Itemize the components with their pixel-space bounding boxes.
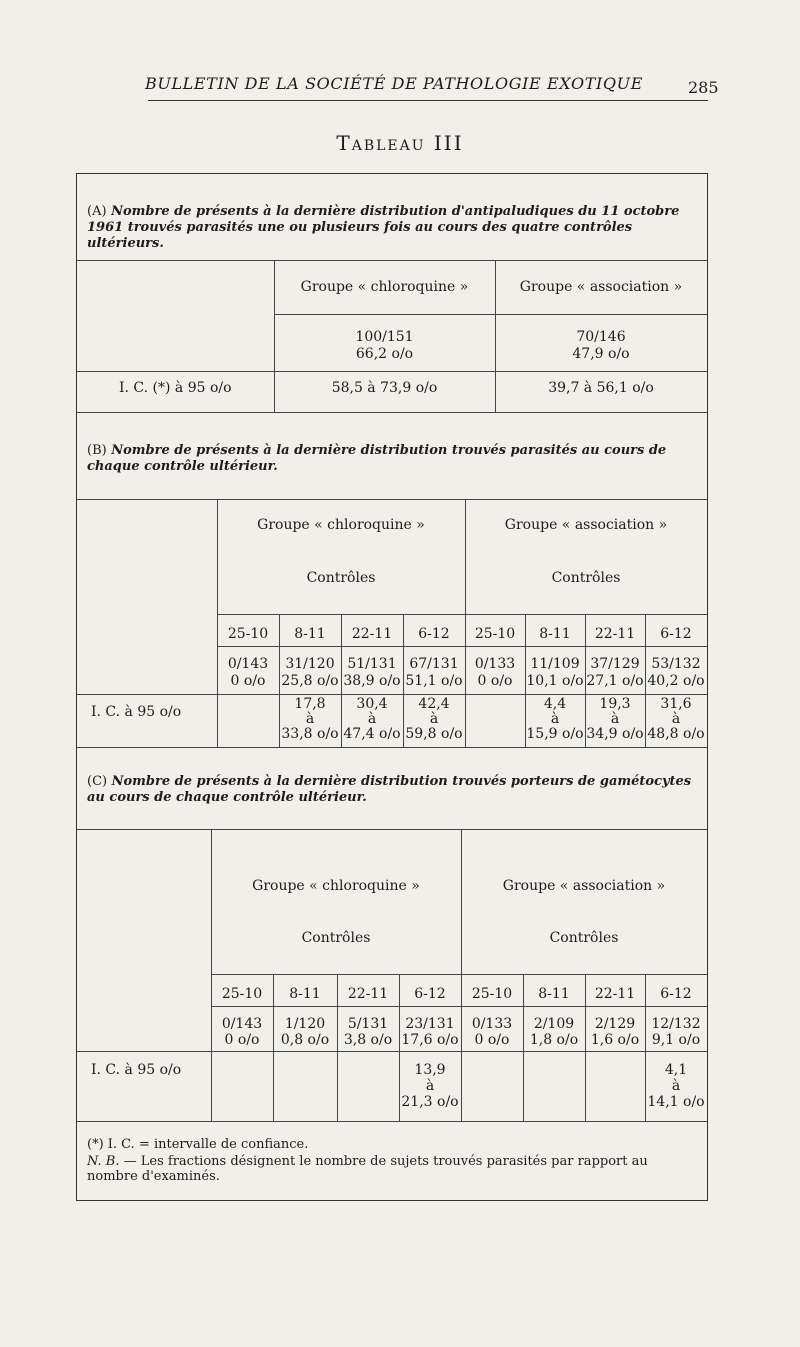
section-c-ic-label: I. C. à 95 o/o	[91, 1062, 182, 1078]
section-c-date-cell: 8-11	[538, 986, 570, 1002]
header-rule	[148, 100, 708, 101]
rule	[77, 747, 707, 748]
section-a-chloroquine-fraction: 100/151	[355, 329, 414, 345]
section-b-fraction-cell: 0/133	[474, 656, 516, 672]
section-b-fraction-cell: 31/120	[285, 656, 335, 672]
rule	[211, 974, 707, 975]
section-a-label: (A)	[87, 204, 107, 219]
section-a-ic-label: I. C. (*) à 95 o/o	[119, 380, 232, 396]
rule	[77, 829, 707, 830]
section-c-date-cell: 8-11	[289, 986, 321, 1002]
section-b-ic-high-cell: 33,8 o/o	[281, 726, 339, 742]
section-c-percent-cell: 1,8 o/o	[529, 1032, 579, 1048]
section-a-col-association: Groupe « association »	[519, 279, 683, 295]
section-c-date-cell: 25-10	[471, 986, 513, 1002]
section-c-association-ic-high: 14,1 o/o	[647, 1094, 705, 1110]
section-c-chloroquine-ic-low: 13,9	[414, 1062, 446, 1078]
section-c-percent-cell: 9,1 o/o	[651, 1032, 701, 1048]
rule	[77, 1051, 707, 1052]
section-b-percent-cell: 51,1 o/o	[405, 673, 463, 689]
section-c-fraction-cell: 12/132	[651, 1016, 701, 1032]
section-b-label: (B)	[87, 443, 107, 458]
section-b-date-cell: 8-11	[294, 626, 326, 642]
rule	[274, 314, 707, 315]
section-c-fraction-cell: 23/131	[405, 1016, 455, 1032]
section-b-date-cell: 6-12	[660, 626, 692, 642]
section-a-association-fraction: 70/146	[576, 329, 626, 345]
section-b-percent-cell: 27,1 o/o	[586, 673, 644, 689]
section-c-fraction-cell: 2/129	[594, 1016, 636, 1032]
section-c-association-ic-a: à	[671, 1078, 681, 1094]
section-b-percent-cell: 38,9 o/o	[343, 673, 401, 689]
section-b-date-cell: 8-11	[539, 626, 571, 642]
section-b-ic-high-cell: 34,9 o/o	[586, 726, 644, 742]
section-c-fraction-cell: 5/131	[347, 1016, 389, 1032]
section-c-date-cell: 6-12	[660, 986, 692, 1002]
section-b-fraction-cell: 0/143	[227, 656, 269, 672]
section-b-caption	[87, 443, 697, 475]
section-c-association-ic-low: 4,1	[664, 1062, 688, 1078]
footnote-nb-text: — Les fractions désignent le nombre de sujets trouvés parasités par rapport au nombre d'examinés.	[87, 1154, 648, 1184]
section-a-association-ic: 39,7 à 56,1 o/o	[548, 380, 654, 396]
section-b-ic-high-cell: 15,9 o/o	[526, 726, 584, 742]
section-b-group-chloroquine: Groupe « chloroquine »	[257, 517, 425, 533]
rule	[211, 1006, 707, 1007]
section-b-fraction-cell: 67/131	[409, 656, 459, 672]
section-b-date-cell: 22-11	[594, 626, 636, 642]
section-b-ic-high-cell: 47,4 o/o	[343, 726, 401, 742]
section-c-percent-cell: 1,6 o/o	[590, 1032, 640, 1048]
rule	[77, 371, 707, 372]
rule	[217, 614, 707, 615]
journal-header: BULLETIN DE LA SOCIÉTÉ DE PATHOLOGIE EXOTIQUE	[145, 74, 643, 93]
rule	[211, 829, 212, 1121]
section-c-fraction-cell: 0/133	[471, 1016, 513, 1032]
footnote-nb-label: N. B.	[87, 1154, 120, 1169]
section-b-fraction-cell: 53/132	[651, 656, 701, 672]
section-c-controles-association: Contrôles	[549, 930, 619, 946]
section-b-group-association: Groupe « association »	[504, 517, 668, 533]
section-b-ic-low-cell: 19,3	[599, 696, 631, 712]
section-b-percent-cell: 25,8 o/o	[281, 673, 339, 689]
section-c-percent-cell: 3,8 o/o	[343, 1032, 393, 1048]
section-c-fraction-cell: 1/120	[284, 1016, 326, 1032]
section-c-percent-cell: 0 o/o	[474, 1032, 510, 1048]
section-b-percent-cell: 0 o/o	[230, 673, 266, 689]
section-b-controles-association: Contrôles	[551, 570, 621, 586]
section-b-text: Nombre de présents à la dernière distribution trouvés parasités au cours de chaque contrôle ultérieur.	[87, 443, 667, 474]
section-c-date-cell: 22-11	[594, 986, 636, 1002]
rule	[77, 694, 707, 695]
section-b-ic-low-cell: 30,4	[356, 696, 388, 712]
section-b-ic-low-cell: 42,4	[418, 696, 450, 712]
section-c-date-cell: 6-12	[414, 986, 446, 1002]
section-c-date-cell: 22-11	[347, 986, 389, 1002]
section-c-controles-chloroquine: Contrôles	[301, 930, 371, 946]
footnote-ic: (*) I. C. = intervalle de confiance.	[87, 1137, 309, 1152]
section-b-percent-cell: 10,1 o/o	[526, 673, 584, 689]
section-b-ic-low-cell: 31,6	[660, 696, 692, 712]
section-a-col-chloroquine: Groupe « chloroquine »	[300, 279, 469, 295]
section-b-fraction-cell: 51/131	[347, 656, 397, 672]
rule	[77, 260, 707, 261]
rule	[465, 499, 466, 747]
section-b-date-cell: 6-12	[418, 626, 450, 642]
page-number: 285	[688, 78, 719, 97]
section-a-caption	[87, 204, 697, 252]
section-b-ic-a-cell: à	[610, 711, 620, 727]
section-b-ic-a-cell: à	[429, 711, 439, 727]
section-b-date-cell: 25-10	[474, 626, 516, 642]
section-c-fraction-cell: 2/109	[533, 1016, 575, 1032]
section-b-percent-cell: 40,2 o/o	[647, 673, 705, 689]
rule	[461, 829, 462, 1121]
section-b-date-cell: 22-11	[351, 626, 393, 642]
section-b-percent-cell: 0 o/o	[477, 673, 513, 689]
table-frame	[76, 173, 708, 1201]
section-c-chloroquine-ic-a: à	[425, 1078, 435, 1094]
section-c-percent-cell: 0 o/o	[224, 1032, 260, 1048]
section-a-chloroquine-ic: 58,5 à 73,9 o/o	[331, 380, 438, 396]
footnote-nb	[87, 1154, 695, 1184]
section-b-controles-chloroquine: Contrôles	[306, 570, 376, 586]
section-a-chloroquine-percent: 66,2 o/o	[355, 346, 414, 362]
section-c-fraction-cell: 0/143	[221, 1016, 263, 1032]
section-b-ic-low-cell: 4,4	[543, 696, 567, 712]
rule	[77, 499, 707, 500]
section-a-text: Nombre de présents à la dernière distribution d'antipaludiques du 11 octobre 1961 trouvés parasités une ou plusieurs fois au cours des quatre contrôles ultérieurs.	[87, 204, 680, 251]
section-b-ic-label: I. C. à 95 o/o	[91, 704, 182, 720]
section-b-fraction-cell: 11/109	[530, 656, 580, 672]
section-c-caption	[87, 774, 697, 806]
section-b-fraction-cell: 37/129	[590, 656, 640, 672]
section-c-group-chloroquine: Groupe « chloroquine »	[252, 878, 420, 894]
rule	[217, 499, 218, 747]
section-a-association-percent: 47,9 o/o	[572, 346, 630, 362]
section-b-ic-a-cell: à	[671, 711, 681, 727]
section-c-group-association: Groupe « association »	[502, 878, 666, 894]
section-c-chloroquine-ic-high: 21,3 o/o	[401, 1094, 459, 1110]
table-title: Tableau III	[336, 131, 464, 155]
section-c-label: (C)	[87, 774, 108, 789]
section-c-percent-cell: 0,8 o/o	[280, 1032, 330, 1048]
rule	[217, 646, 707, 647]
section-c-date-cell: 25-10	[221, 986, 263, 1002]
section-b-ic-high-cell: 59,8 o/o	[405, 726, 463, 742]
section-b-ic-a-cell: à	[367, 711, 377, 727]
rule	[77, 412, 707, 413]
section-b-ic-low-cell: 17,8	[294, 696, 326, 712]
section-b-ic-a-cell: à	[550, 711, 560, 727]
section-c-text: Nombre de présents à la dernière distribution trouvés porteurs de gamétocytes au cours de chaque contrôle ultérieur.	[87, 774, 692, 805]
rule	[77, 1121, 707, 1122]
section-b-date-cell: 25-10	[227, 626, 269, 642]
section-b-ic-high-cell: 48,8 o/o	[647, 726, 705, 742]
section-c-percent-cell: 17,6 o/o	[401, 1032, 459, 1048]
section-b-ic-a-cell: à	[305, 711, 315, 727]
